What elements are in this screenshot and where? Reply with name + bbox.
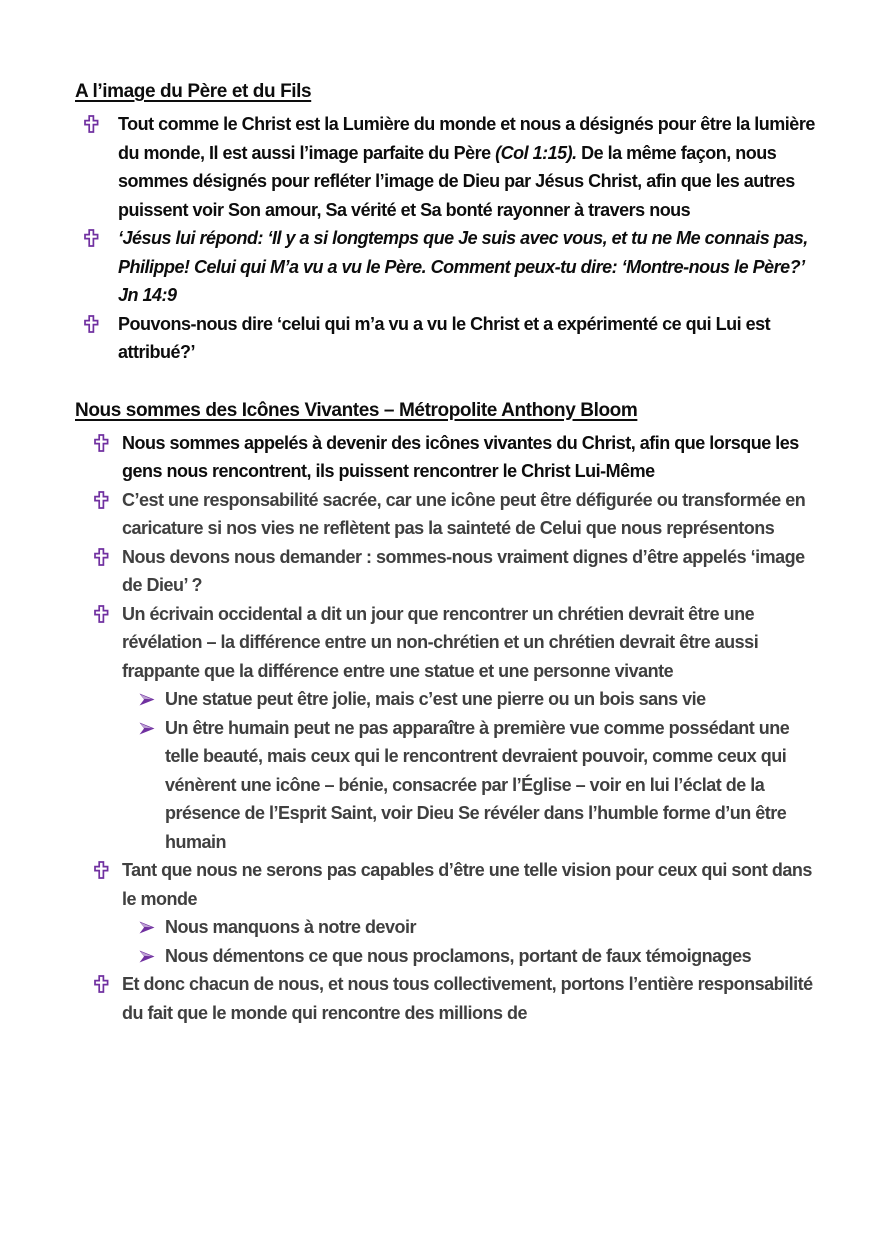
cross-bullet-icon [94,970,122,993]
bullet-item [75,543,822,600]
bullet-text [165,913,822,942]
bullet-item [75,224,822,310]
text-segment: C’est une responsabilité sacrée, car une icône peut être défigurée ou transformée en caricature si nos vies ne reflètent pas la sainteté de Celui que nous représentons [122,489,806,538]
section [75,78,822,367]
cross-bullet-icon [94,429,122,452]
bullet-text [122,856,822,913]
bullet-item [75,310,822,367]
bullet-item [139,942,822,971]
bullet-item [75,486,822,543]
text-segment: Un écrivain occidental a dit un jour que rencontrer un chrétien devrait être une révélation – la différence entre un non-chrétien et un chrétien devrait être aussi frappante que la différence entre une statue et une personne vivante [122,603,759,681]
cross-bullet-icon [94,486,122,509]
bullet-text [165,685,822,714]
bullet-text [118,224,822,310]
text-segment: Nous devons nous demander : sommes-nous vraiment dignes d’être appelés ‘image de Dieu’ ? [122,546,805,595]
text-segment: Nous sommes appelés à devenir des icônes vivantes du Christ, afin que lorsque les gens nous rencontrent, ils puissent rencontrer le Christ Lui-Même [122,432,799,481]
document-content [75,78,822,1027]
text-segment: Nous démentons ce que nous proclamons, portant de faux témoignages [165,945,752,966]
cross-bullet-icon [94,600,122,623]
section-heading: A l’image du Père et du Fils [75,81,312,102]
bullet-item [139,685,822,714]
bullet-item [75,600,822,686]
text-segment: Pouvons-nous dire ‘celui qui m’a vu a vu le Christ et a expérimenté ce qui Lui est attribué?’ [118,313,771,362]
text-segment: (Col 1:15). [495,142,577,163]
text-segment: Une statue peut être jolie, mais c’est une pierre ou un bois sans vie [165,689,706,709]
text-segment: Un être humain peut ne pas apparaître à première vue comme possédant une telle beauté, mais ceux qui le rencontrent devraient pouvoir, comme ceux qui vénèrent une icône – bénie, consacrée par l’Église – voir en lui l’éclat de la présence de l’Esprit Saint, voir Dieu Se révéler dans l’humble forme d’un être humain [165,717,790,852]
cross-bullet-icon [94,543,122,566]
bullet-text [122,543,822,600]
text-segment: Nous manquons à notre devoir [165,917,417,937]
bullet-item [75,110,822,224]
arrow-bullet-icon [139,714,165,735]
bullet-text [165,942,822,971]
cross-bullet-icon [84,310,118,333]
bullet-item [139,913,822,942]
section [75,397,822,1028]
arrow-bullet-icon [139,942,165,963]
text-segment: ‘Jésus lui répond: ‘Il y a si longtemps que Je suis avec vous, et tu ne Me connais pas, Philippe! Celui qui M’a vu a vu le Père. Comment peux-tu dire: ‘Montre-nous le Père?’ Jn 14:9 [118,228,808,305]
cross-bullet-icon [84,110,118,133]
text-segment: De la même façon, nous sommes désignés pour refléter l’image de Dieu par Jésus Christ, afin que les autres puissent voir Son amour, Sa vérité et Sa bonté rayonner à travers nous [118,142,795,220]
bullet-item [75,429,822,486]
bullet-item [139,714,822,857]
arrow-bullet-icon [139,913,165,934]
bullet-text [118,110,822,224]
text-segment: Tant que nous ne serons pas capables d’être une telle vision pour ceux qui sont dans le monde [122,860,812,909]
text-segment: Et donc chacun de nous, et nous tous collectivement, portons l’entière responsabilité du fait que le monde qui rencontre des millions de [122,974,813,1023]
bullet-text [122,600,822,686]
bullet-text [165,714,822,857]
cross-bullet-icon [84,224,118,247]
bullet-text [122,970,822,1027]
section-heading: Nous sommes des Icônes Vivantes – Métropolite Anthony Bloom [75,399,638,421]
bullet-text [122,429,822,486]
bullet-text [122,486,822,543]
cross-bullet-icon [94,856,122,879]
text-segment: Tout comme le Christ est la Lumière du monde et nous a désignés pour être la lumière du monde, Il est aussi l’image parfaite du Père [118,114,815,163]
bullet-item [75,970,822,1027]
arrow-bullet-icon [139,685,165,706]
bullet-text [118,310,822,367]
bullet-item [75,856,822,913]
